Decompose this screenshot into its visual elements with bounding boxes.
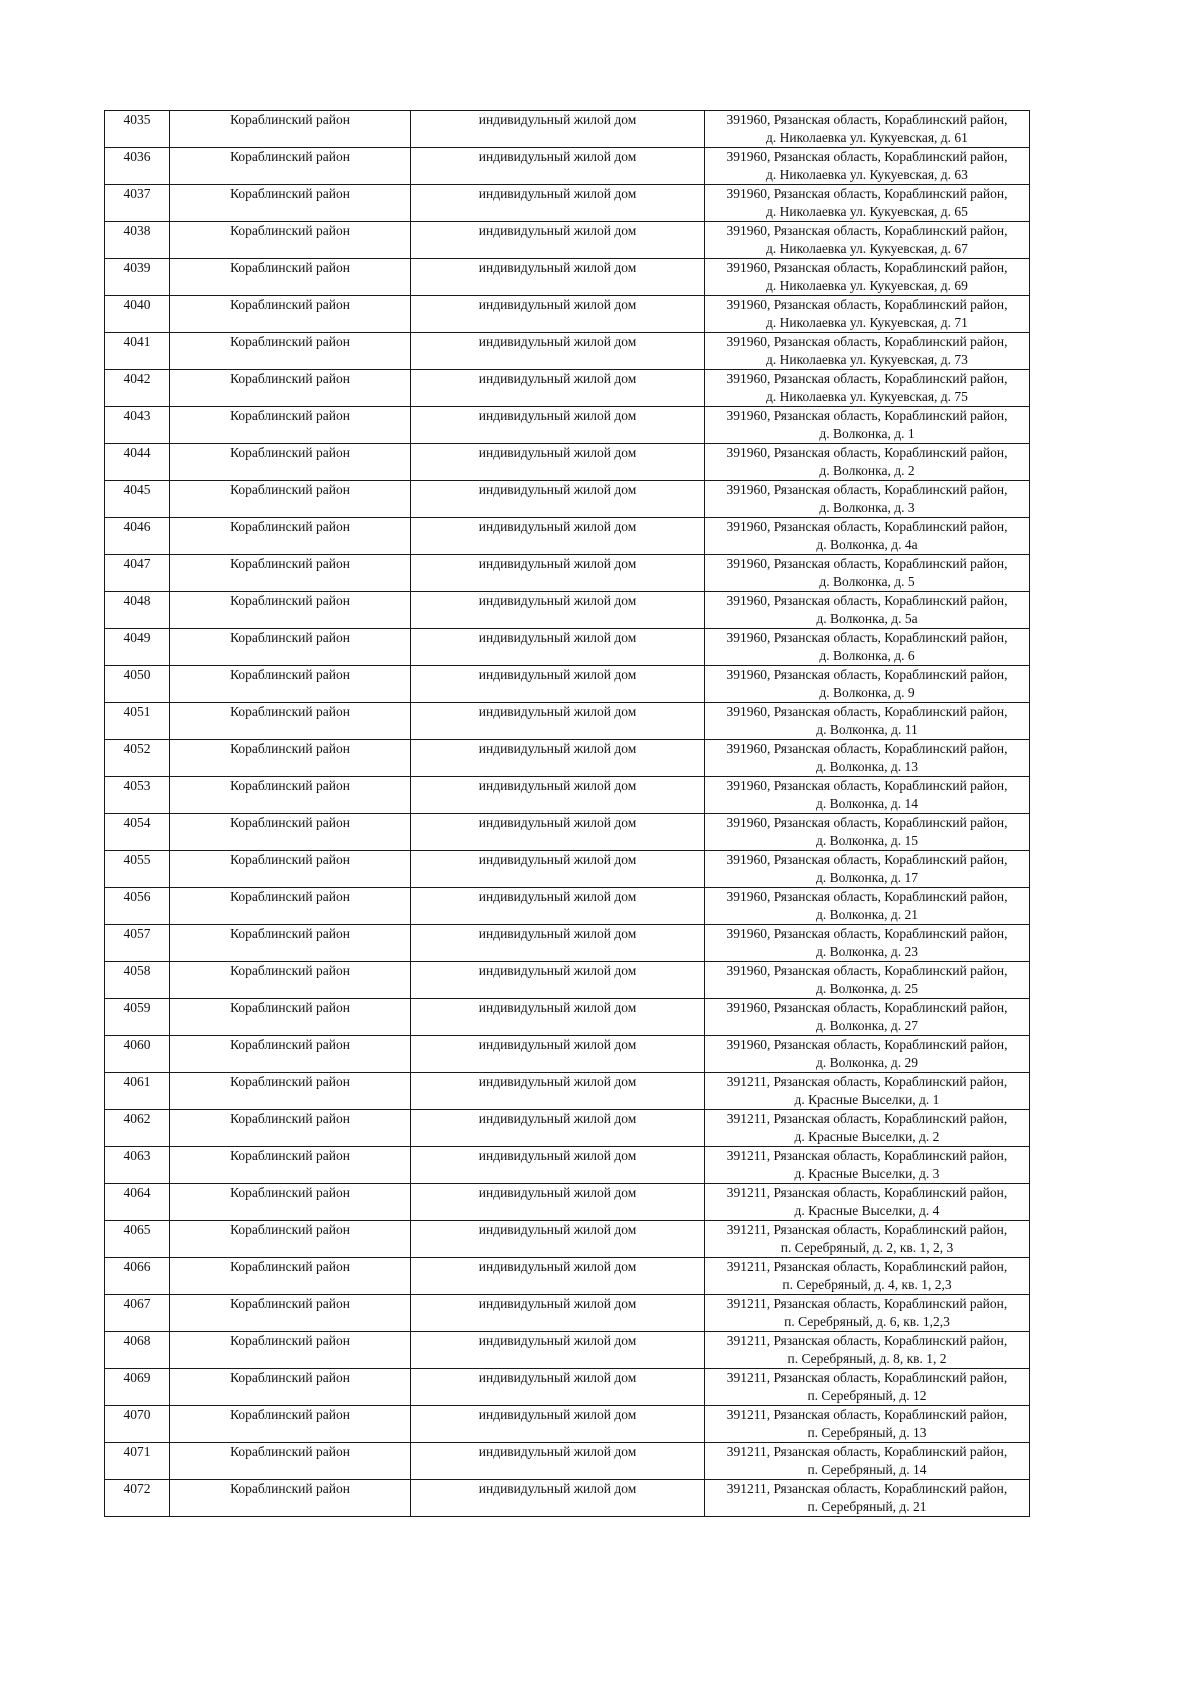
address-cell (705, 1147, 1030, 1184)
address-line-locality: д. Красные Выселки, д. 4 (794, 1203, 940, 1218)
address-line-region: 391211, Рязанская область, Кораблинский район, (726, 1185, 1008, 1200)
table-row (105, 333, 1030, 370)
address-line-region: 391211, Рязанская область, Кораблинский район, (726, 1444, 1008, 1459)
address-line-locality: д. Волконка, д. 27 (816, 1018, 918, 1033)
address-line-region: 391211, Рязанская область, Кораблинский район, (726, 1407, 1008, 1422)
address-cell (705, 666, 1030, 703)
object-type-cell: индивидульный жилой дом (411, 925, 705, 962)
address-line-region: 391960, Рязанская область, Кораблинский район, (726, 223, 1008, 238)
address-cell (705, 555, 1030, 592)
address-line-locality: п. Серебряный, д. 13 (807, 1425, 927, 1440)
object-type-cell: индивидульный жилой дом (411, 222, 705, 259)
row-number-cell: 4064 (105, 1184, 170, 1221)
address-line-region: 391960, Рязанская область, Кораблинский район, (726, 852, 1008, 867)
district-cell: Кораблинский район (170, 962, 411, 999)
object-type-cell: индивидульный жилой дом (411, 1221, 705, 1258)
object-type-cell: индивидульный жилой дом (411, 333, 705, 370)
table-row (105, 703, 1030, 740)
table-row (105, 148, 1030, 185)
object-type-cell: индивидульный жилой дом (411, 1073, 705, 1110)
object-type-cell: индивидульный жилой дом (411, 1406, 705, 1443)
address-line-locality: д. Волконка, д. 6 (819, 648, 915, 663)
address-line-locality: д. Николаевка ул. Кукуевская, д. 71 (766, 315, 968, 330)
address-cell (705, 1443, 1030, 1480)
district-cell: Кораблинский район (170, 1332, 411, 1369)
table-row (105, 518, 1030, 555)
address-cell (705, 703, 1030, 740)
address-line-region: 391960, Рязанская область, Кораблинский район, (726, 519, 1008, 534)
district-cell: Кораблинский район (170, 777, 411, 814)
object-type-cell: индивидульный жилой дом (411, 148, 705, 185)
row-number-cell: 4041 (105, 333, 170, 370)
address-line-region: 391960, Рязанская область, Кораблинский район, (726, 149, 1008, 164)
address-line-region: 391960, Рязанская область, Кораблинский район, (726, 630, 1008, 645)
address-line-locality: п. Серебряный, д. 2, кв. 1, 2, 3 (780, 1240, 954, 1255)
address-line-locality: д. Николаевка ул. Кукуевская, д. 63 (766, 167, 968, 182)
object-type-cell: индивидульный жилой дом (411, 703, 705, 740)
table-row (105, 814, 1030, 851)
address-line-locality: д. Волконка, д. 5а (816, 611, 918, 626)
address-line-region: 391960, Рязанская область, Кораблинский район, (726, 926, 1008, 941)
address-line-locality: п. Серебряный, д. 6, кв. 1,2,3 (784, 1314, 950, 1329)
address-line-locality: д. Волконка, д. 21 (816, 907, 918, 922)
address-line-region: 391211, Рязанская область, Кораблинский район, (726, 1148, 1008, 1163)
row-number-cell: 4061 (105, 1073, 170, 1110)
address-line-region: 391960, Рязанская область, Кораблинский район, (726, 186, 1008, 201)
object-type-cell: индивидульный жилой дом (411, 962, 705, 999)
object-type-cell: индивидульный жилой дом (411, 296, 705, 333)
table-row (105, 185, 1030, 222)
table-row (105, 555, 1030, 592)
row-number-cell: 4068 (105, 1332, 170, 1369)
address-line-region: 391211, Рязанская область, Кораблинский район, (726, 1111, 1008, 1126)
address-cell (705, 999, 1030, 1036)
address-line-region: 391960, Рязанская область, Кораблинский район, (726, 815, 1008, 830)
address-line-locality: д. Николаевка ул. Кукуевская, д. 67 (766, 241, 968, 256)
table-row (105, 1184, 1030, 1221)
address-line-locality: п. Серебряный, д. 4, кв. 1, 2,3 (782, 1277, 952, 1292)
address-line-locality: д. Волконка, д. 11 (816, 722, 918, 737)
address-line-locality: д. Николаевка ул. Кукуевская, д. 61 (766, 130, 968, 145)
district-cell: Кораблинский район (170, 296, 411, 333)
object-type-cell: индивидульный жилой дом (411, 444, 705, 481)
address-cell (705, 370, 1030, 407)
district-cell: Кораблинский район (170, 481, 411, 518)
address-cell (705, 148, 1030, 185)
address-cell (705, 1221, 1030, 1258)
table-row (105, 666, 1030, 703)
row-number-cell: 4042 (105, 370, 170, 407)
district-cell: Кораблинский район (170, 1184, 411, 1221)
address-line-region: 391960, Рязанская область, Кораблинский район, (726, 741, 1008, 756)
row-number-cell: 4057 (105, 925, 170, 962)
address-line-locality: д. Волконка, д. 3 (819, 500, 915, 515)
address-line-region: 391211, Рязанская область, Кораблинский район, (726, 1222, 1008, 1237)
district-cell: Кораблинский район (170, 1406, 411, 1443)
table-row (105, 592, 1030, 629)
object-type-cell: индивидульный жилой дом (411, 1295, 705, 1332)
address-line-region: 391960, Рязанская область, Кораблинский район, (726, 260, 1008, 275)
table-row (105, 1110, 1030, 1147)
address-cell (705, 518, 1030, 555)
row-number-cell: 4062 (105, 1110, 170, 1147)
address-line-region: 391960, Рязанская область, Кораблинский район, (726, 1037, 1008, 1052)
address-line-region: 391960, Рязанская область, Кораблинский район, (726, 593, 1008, 608)
table-row (105, 259, 1030, 296)
object-type-cell: индивидульный жилой дом (411, 629, 705, 666)
address-line-locality: д. Волконка, д. 14 (816, 796, 918, 811)
address-cell (705, 333, 1030, 370)
address-line-region: 391960, Рязанская область, Кораблинский район, (726, 334, 1008, 349)
address-line-locality: д. Волконка, д. 23 (816, 944, 918, 959)
object-type-cell: индивидульный жилой дом (411, 740, 705, 777)
district-cell: Кораблинский район (170, 259, 411, 296)
district-cell: Кораблинский район (170, 111, 411, 148)
address-line-region: 391960, Рязанская область, Кораблинский район, (726, 112, 1008, 127)
district-cell: Кораблинский район (170, 1443, 411, 1480)
district-cell: Кораблинский район (170, 925, 411, 962)
address-cell (705, 111, 1030, 148)
address-cell (705, 888, 1030, 925)
address-cell (705, 185, 1030, 222)
table-row (105, 1443, 1030, 1480)
district-cell: Кораблинский район (170, 444, 411, 481)
address-line-locality: д. Красные Выселки, д. 3 (794, 1166, 940, 1181)
district-cell: Кораблинский район (170, 518, 411, 555)
district-cell: Кораблинский район (170, 555, 411, 592)
table-row (105, 1073, 1030, 1110)
address-line-region: 391211, Рязанская область, Кораблинский район, (726, 1370, 1008, 1385)
address-cell (705, 1036, 1030, 1073)
row-number-cell: 4063 (105, 1147, 170, 1184)
address-cell (705, 1295, 1030, 1332)
district-cell: Кораблинский район (170, 1110, 411, 1147)
address-line-locality: д. Волконка, д. 17 (816, 870, 918, 885)
row-number-cell: 4040 (105, 296, 170, 333)
address-line-locality: д. Волконка, д. 9 (819, 685, 915, 700)
address-cell (705, 444, 1030, 481)
object-type-cell: индивидульный жилой дом (411, 481, 705, 518)
row-number-cell: 4055 (105, 851, 170, 888)
address-cell (705, 740, 1030, 777)
address-line-locality: д. Волконка, д. 5 (819, 574, 915, 589)
table-row (105, 1295, 1030, 1332)
address-line-region: 391211, Рязанская область, Кораблинский район, (726, 1333, 1008, 1348)
address-cell (705, 777, 1030, 814)
table-row (105, 370, 1030, 407)
table-row (105, 1369, 1030, 1406)
table-row (105, 740, 1030, 777)
row-number-cell: 4046 (105, 518, 170, 555)
address-line-locality: п. Серебряный, д. 12 (807, 1388, 927, 1403)
table-row (105, 444, 1030, 481)
row-number-cell: 4037 (105, 185, 170, 222)
row-number-cell: 4066 (105, 1258, 170, 1295)
address-line-locality: д. Волконка, д. 13 (816, 759, 918, 774)
district-cell: Кораблинский район (170, 740, 411, 777)
row-number-cell: 4044 (105, 444, 170, 481)
row-number-cell: 4056 (105, 888, 170, 925)
table-row (105, 1147, 1030, 1184)
row-number-cell: 4059 (105, 999, 170, 1036)
address-cell (705, 962, 1030, 999)
district-cell: Кораблинский район (170, 185, 411, 222)
district-cell: Кораблинский район (170, 851, 411, 888)
object-type-cell: индивидульный жилой дом (411, 259, 705, 296)
address-cell (705, 814, 1030, 851)
row-number-cell: 4071 (105, 1443, 170, 1480)
table-row (105, 481, 1030, 518)
address-line-region: 391960, Рязанская область, Кораблинский район, (726, 1000, 1008, 1015)
address-line-region: 391960, Рязанская область, Кораблинский район, (726, 704, 1008, 719)
row-number-cell: 4035 (105, 111, 170, 148)
row-number-cell: 4038 (105, 222, 170, 259)
district-cell: Кораблинский район (170, 148, 411, 185)
object-type-cell: индивидульный жилой дом (411, 888, 705, 925)
row-number-cell: 4036 (105, 148, 170, 185)
row-number-cell: 4072 (105, 1480, 170, 1517)
table-row (105, 222, 1030, 259)
table-row (105, 999, 1030, 1036)
district-cell: Кораблинский район (170, 703, 411, 740)
row-number-cell: 4058 (105, 962, 170, 999)
address-line-region: 391960, Рязанская область, Кораблинский район, (726, 445, 1008, 460)
address-line-region: 391960, Рязанская область, Кораблинский район, (726, 371, 1008, 386)
address-line-locality: д. Волконка, д. 1 (819, 426, 915, 441)
address-cell (705, 592, 1030, 629)
table-row (105, 777, 1030, 814)
address-line-locality: п. Серебряный, д. 14 (807, 1462, 927, 1477)
address-cell (705, 1110, 1030, 1147)
address-line-region: 391960, Рязанская область, Кораблинский район, (726, 556, 1008, 571)
row-number-cell: 4067 (105, 1295, 170, 1332)
address-cell (705, 296, 1030, 333)
district-cell: Кораблинский район (170, 666, 411, 703)
object-type-cell: индивидульный жилой дом (411, 111, 705, 148)
object-type-cell: индивидульный жилой дом (411, 999, 705, 1036)
address-line-locality: п. Серебряный, д. 21 (807, 1499, 927, 1514)
object-type-cell: индивидульный жилой дом (411, 407, 705, 444)
district-cell: Кораблинский район (170, 999, 411, 1036)
row-number-cell: 4049 (105, 629, 170, 666)
address-line-region: 391960, Рязанская область, Кораблинский район, (726, 889, 1008, 904)
address-cell (705, 851, 1030, 888)
district-cell: Кораблинский район (170, 592, 411, 629)
address-line-region: 391960, Рязанская область, Кораблинский район, (726, 297, 1008, 312)
table-row (105, 888, 1030, 925)
object-type-cell: индивидульный жилой дом (411, 185, 705, 222)
address-line-locality: д. Николаевка ул. Кукуевская, д. 69 (766, 278, 968, 293)
table-row (105, 1406, 1030, 1443)
address-cell (705, 925, 1030, 962)
table-row (105, 1221, 1030, 1258)
row-number-cell: 4043 (105, 407, 170, 444)
registry-table (104, 110, 1030, 1517)
object-type-cell: индивидульный жилой дом (411, 1369, 705, 1406)
table-row (105, 296, 1030, 333)
address-line-region: 391960, Рязанская область, Кораблинский район, (726, 667, 1008, 682)
district-cell: Кораблинский район (170, 1295, 411, 1332)
row-number-cell: 4039 (105, 259, 170, 296)
address-line-locality: д. Николаевка ул. Кукуевская, д. 75 (766, 389, 968, 404)
row-number-cell: 4065 (105, 1221, 170, 1258)
row-number-cell: 4047 (105, 555, 170, 592)
address-cell (705, 629, 1030, 666)
address-line-locality: д. Николаевка ул. Кукуевская, д. 73 (766, 352, 968, 367)
address-cell (705, 407, 1030, 444)
district-cell: Кораблинский район (170, 1369, 411, 1406)
object-type-cell: индивидульный жилой дом (411, 814, 705, 851)
registry-table-body (105, 111, 1030, 1517)
table-row (105, 1332, 1030, 1369)
address-line-region: 391211, Рязанская область, Кораблинский район, (726, 1481, 1008, 1496)
district-cell: Кораблинский район (170, 814, 411, 851)
address-cell (705, 1184, 1030, 1221)
row-number-cell: 4048 (105, 592, 170, 629)
address-line-locality: д. Волконка, д. 15 (816, 833, 918, 848)
district-cell: Кораблинский район (170, 1147, 411, 1184)
address-line-region: 391960, Рязанская область, Кораблинский район, (726, 963, 1008, 978)
address-cell (705, 1369, 1030, 1406)
row-number-cell: 4052 (105, 740, 170, 777)
table-row (105, 1036, 1030, 1073)
address-line-region: 391960, Рязанская область, Кораблинский район, (726, 482, 1008, 497)
address-cell (705, 1073, 1030, 1110)
address-cell (705, 1480, 1030, 1517)
row-number-cell: 4050 (105, 666, 170, 703)
address-line-locality: д. Волконка, д. 4а (816, 537, 918, 552)
address-line-locality: д. Красные Выселки, д. 2 (794, 1129, 940, 1144)
row-number-cell: 4070 (105, 1406, 170, 1443)
address-cell (705, 222, 1030, 259)
address-line-region: 391211, Рязанская область, Кораблинский район, (726, 1296, 1008, 1311)
address-line-region: 391211, Рязанская область, Кораблинский район, (726, 1259, 1008, 1274)
object-type-cell: индивидульный жилой дом (411, 1184, 705, 1221)
district-cell: Кораблинский район (170, 407, 411, 444)
address-line-locality: п. Серебряный, д. 8, кв. 1, 2 (787, 1351, 947, 1366)
table-row (105, 925, 1030, 962)
object-type-cell: индивидульный жилой дом (411, 555, 705, 592)
district-cell: Кораблинский район (170, 333, 411, 370)
address-cell (705, 1258, 1030, 1295)
address-line-region: 391211, Рязанская область, Кораблинский район, (726, 1074, 1008, 1089)
district-cell: Кораблинский район (170, 1480, 411, 1517)
row-number-cell: 4053 (105, 777, 170, 814)
row-number-cell: 4060 (105, 1036, 170, 1073)
address-line-region: 391960, Рязанская область, Кораблинский район, (726, 778, 1008, 793)
row-number-cell: 4051 (105, 703, 170, 740)
object-type-cell: индивидульный жилой дом (411, 1480, 705, 1517)
address-line-locality: д. Николаевка ул. Кукуевская, д. 65 (766, 204, 968, 219)
object-type-cell: индивидульный жилой дом (411, 592, 705, 629)
object-type-cell: индивидульный жилой дом (411, 1443, 705, 1480)
district-cell: Кораблинский район (170, 370, 411, 407)
table-row (105, 629, 1030, 666)
address-cell (705, 1406, 1030, 1443)
address-line-region: 391960, Рязанская область, Кораблинский район, (726, 408, 1008, 423)
object-type-cell: индивидульный жилой дом (411, 1110, 705, 1147)
row-number-cell: 4069 (105, 1369, 170, 1406)
district-cell: Кораблинский район (170, 1036, 411, 1073)
object-type-cell: индивидульный жилой дом (411, 666, 705, 703)
object-type-cell: индивидульный жилой дом (411, 1036, 705, 1073)
district-cell: Кораблинский район (170, 1073, 411, 1110)
district-cell: Кораблинский район (170, 1221, 411, 1258)
object-type-cell: индивидульный жилой дом (411, 851, 705, 888)
district-cell: Кораблинский район (170, 1258, 411, 1295)
table-row (105, 1480, 1030, 1517)
table-row (105, 407, 1030, 444)
table-row (105, 851, 1030, 888)
row-number-cell: 4045 (105, 481, 170, 518)
address-line-locality: д. Волконка, д. 25 (816, 981, 918, 996)
object-type-cell: индивидульный жилой дом (411, 370, 705, 407)
address-line-locality: д. Красные Выселки, д. 1 (794, 1092, 940, 1107)
district-cell: Кораблинский район (170, 629, 411, 666)
object-type-cell: индивидульный жилой дом (411, 1147, 705, 1184)
address-cell (705, 259, 1030, 296)
district-cell: Кораблинский район (170, 222, 411, 259)
table-row (105, 1258, 1030, 1295)
table-row (105, 111, 1030, 148)
object-type-cell: индивидульный жилой дом (411, 777, 705, 814)
table-row (105, 962, 1030, 999)
address-line-locality: д. Волконка, д. 29 (816, 1055, 918, 1070)
object-type-cell: индивидульный жилой дом (411, 1332, 705, 1369)
address-cell (705, 1332, 1030, 1369)
object-type-cell: индивидульный жилой дом (411, 1258, 705, 1295)
row-number-cell: 4054 (105, 814, 170, 851)
address-line-locality: д. Волконка, д. 2 (819, 463, 915, 478)
district-cell: Кораблинский район (170, 888, 411, 925)
object-type-cell: индивидульный жилой дом (411, 518, 705, 555)
address-cell (705, 481, 1030, 518)
